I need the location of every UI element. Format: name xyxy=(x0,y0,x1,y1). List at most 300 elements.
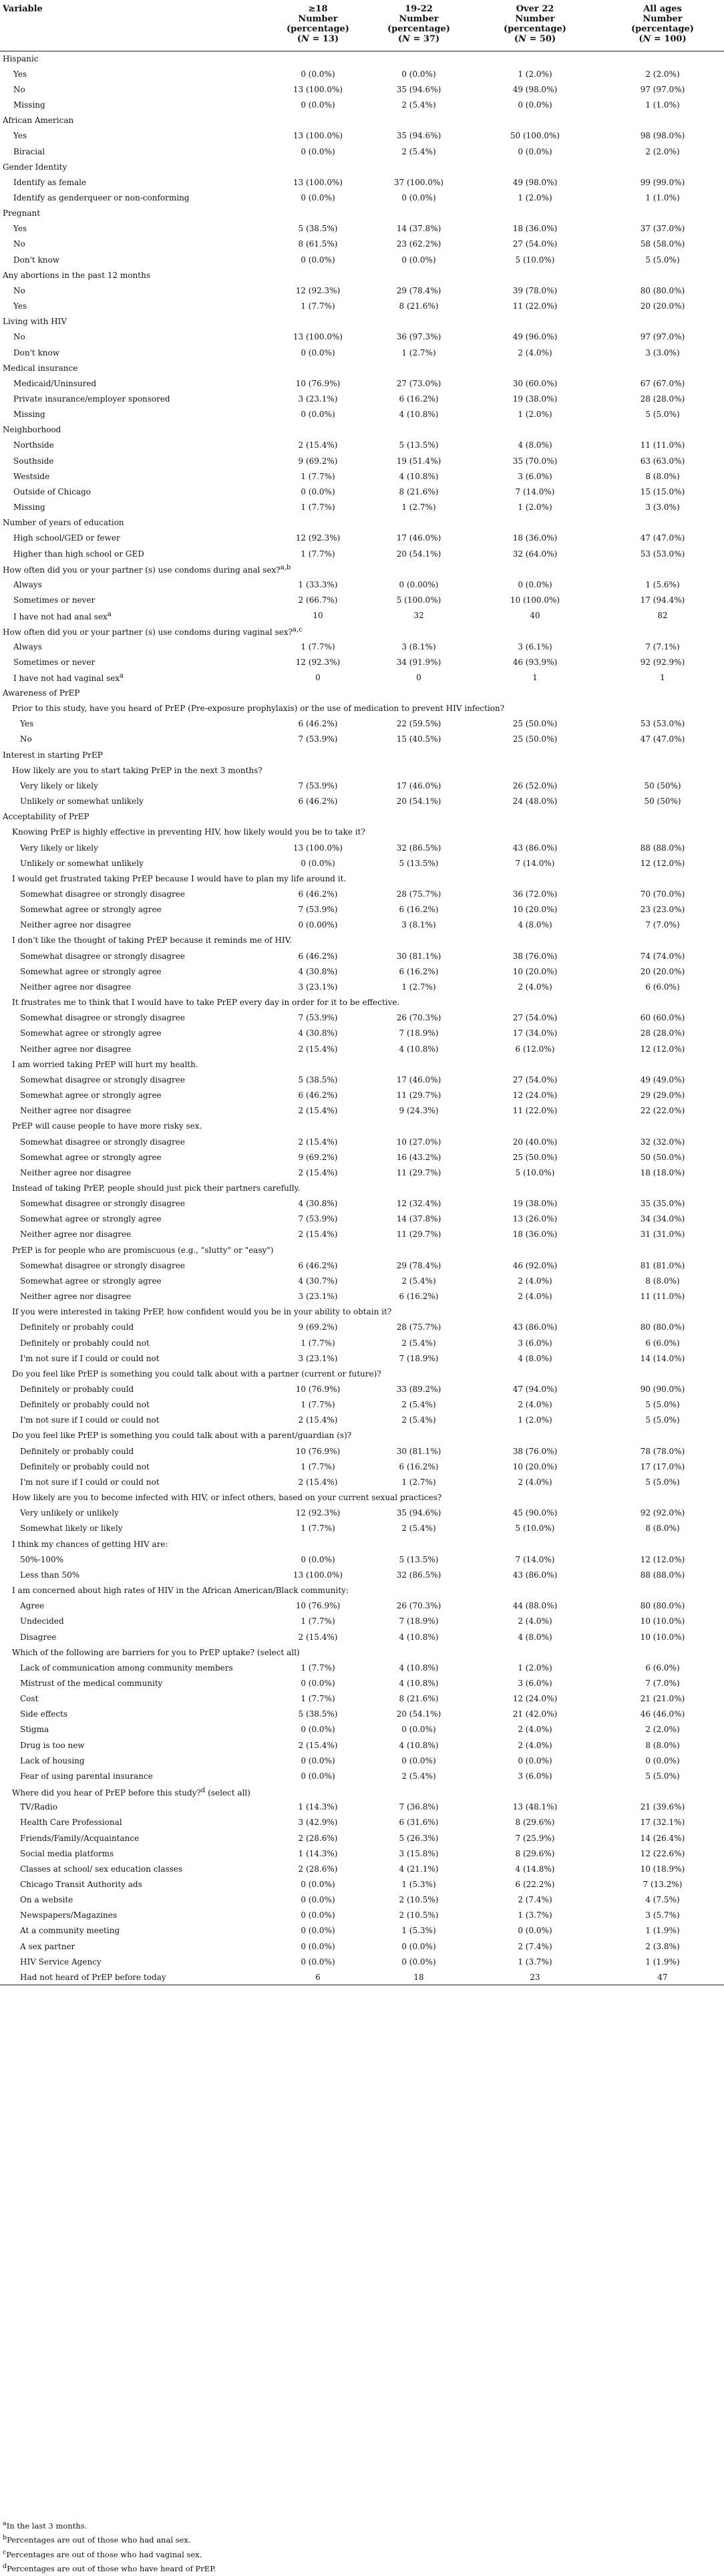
table-cell: 50 (50.0%) xyxy=(640,1152,685,1162)
section-row xyxy=(0,113,724,128)
table-row xyxy=(0,1227,724,1242)
section-row xyxy=(0,515,724,531)
table-cell: 28 (75.7%) xyxy=(396,1322,441,1332)
row-label-text: How often did you or your partner (s) use condoms during vaginal sex? xyxy=(3,627,293,637)
table-cell: 34 (34.0%) xyxy=(640,1214,685,1224)
table-cell: 10 (100.0%) xyxy=(510,595,560,605)
section-row xyxy=(0,51,724,66)
table-row xyxy=(0,1614,724,1629)
row-label xyxy=(0,1861,267,1876)
table-cell: 34 (91.9%) xyxy=(396,657,441,667)
row-label-text: Disagree xyxy=(20,1632,57,1642)
table-cell: 97 (97.0%) xyxy=(640,84,685,94)
table-row xyxy=(0,391,724,406)
table-cell: 8 (8.0%) xyxy=(645,1276,680,1286)
table-cell: 0 (0.0%) xyxy=(645,1755,680,1765)
table-cell: 7 (13.2%) xyxy=(643,1880,683,1890)
table-cell: 0 (0.0%) xyxy=(301,1957,335,1967)
table-cell: 0 (0.0%) xyxy=(301,146,335,156)
row-label-text: Social media platforms xyxy=(20,1848,114,1858)
table-cell: 8 (21.6%) xyxy=(399,486,439,496)
question-row xyxy=(0,933,724,948)
table-cell: 6 (6.0%) xyxy=(645,1663,680,1673)
table-cell: 8 (8.0%) xyxy=(645,1524,680,1534)
question-row xyxy=(0,762,724,778)
table-cell: 7 (25.9%) xyxy=(515,1833,555,1843)
table-cell: 2 (4.0%) xyxy=(518,982,552,992)
footnote-text: Percentages are out of those who have heard of PrEP. xyxy=(7,2563,216,2573)
table-cell: 2 (10.5%) xyxy=(399,1910,439,1920)
table-cell: 17 (94.4%) xyxy=(640,595,685,605)
table-row xyxy=(0,144,724,159)
row-label xyxy=(0,1737,267,1753)
header-line3: (percentage) xyxy=(504,24,566,34)
table-cell: 36 (72.0%) xyxy=(512,889,558,899)
table-cell: 5 (5.0%) xyxy=(645,1400,680,1410)
section-row xyxy=(0,360,724,376)
table-row xyxy=(0,1722,724,1737)
row-label-text: Identify as genderqueer or non-conforming xyxy=(13,192,190,202)
table-row xyxy=(0,1954,724,1969)
row-label xyxy=(0,1800,267,1815)
row-label xyxy=(0,1056,724,1072)
row-label-text: Westside xyxy=(13,471,50,481)
table-row xyxy=(0,1753,724,1768)
row-label xyxy=(0,453,267,468)
table-cell: 18 (36.0%) xyxy=(512,1230,558,1240)
row-label xyxy=(0,1397,267,1413)
row-label xyxy=(0,314,724,329)
row-label-text: Living with HIV xyxy=(3,317,67,327)
row-label-text: Somewhat agree or strongly agree xyxy=(20,905,162,915)
row-label xyxy=(0,1614,267,1629)
row-label-text: 50%-100% xyxy=(20,1554,64,1564)
table-cell: 78 (78.0%) xyxy=(640,1446,685,1456)
table-row xyxy=(0,468,724,484)
table-cell: 6 (6.0%) xyxy=(645,1338,680,1348)
row-label-text: Chicago Transit Authority ads xyxy=(20,1880,142,1890)
row-label xyxy=(0,1691,267,1707)
row-label xyxy=(0,1954,267,1969)
table-row xyxy=(0,1443,724,1459)
section-row xyxy=(0,685,724,700)
table-cell: 26 (70.3%) xyxy=(396,1601,441,1611)
row-label xyxy=(0,299,267,314)
row-label xyxy=(0,1521,267,1536)
table-cell: 3 (6.0%) xyxy=(518,1771,552,1781)
row-label xyxy=(0,113,724,128)
table-row xyxy=(0,1800,724,1815)
table-cell: 2 (15.4%) xyxy=(298,1167,338,1177)
row-label xyxy=(0,1366,724,1381)
row-label-text: Somewhat agree or strongly agree xyxy=(20,1152,162,1162)
row-label-text: TV/Radio xyxy=(20,1802,57,1812)
table-cell: 2 (2.0%) xyxy=(645,69,680,79)
row-label xyxy=(0,716,267,732)
table-cell: 70 (70.0%) xyxy=(640,889,685,899)
row-label-text: I'm not sure if I could or could not xyxy=(20,1415,160,1425)
table-cell: 97 (97.0%) xyxy=(640,332,685,342)
table-cell: 38 (76.0%) xyxy=(512,951,558,961)
row-label xyxy=(0,701,724,716)
row-label-text: Neither agree nor disagree xyxy=(20,1292,132,1302)
section-row xyxy=(0,267,724,283)
table-cell: 6 (16.2%) xyxy=(399,1461,439,1471)
table-cell: 1 (14.3%) xyxy=(298,1848,338,1858)
table-cell: 0 (0.0%) xyxy=(301,1941,335,1951)
table-cell: 3 (6.0%) xyxy=(518,1678,552,1688)
row-label-text: Definitely or probably could xyxy=(20,1322,134,1332)
table-row xyxy=(0,1660,724,1675)
table-cell: 5 (38.5%) xyxy=(298,224,338,234)
table-cell: 63 (63.0%) xyxy=(640,456,685,466)
table-cell: 6 (16.2%) xyxy=(399,966,439,976)
table-cell: 2 (5.4%) xyxy=(401,1415,436,1425)
row-label xyxy=(0,345,267,360)
row-label xyxy=(0,1041,267,1056)
table-cell: 7 (53.9%) xyxy=(298,734,338,744)
row-label-text: Lack of communication among community members xyxy=(20,1663,233,1673)
table-row xyxy=(0,1629,724,1644)
table-cell: 26 (70.3%) xyxy=(396,1013,441,1023)
table-cell: 3 (23.1%) xyxy=(298,394,338,404)
row-label-text: Medicaid/Uninsured xyxy=(13,378,97,388)
table-cell: 8 (8.0%) xyxy=(645,1740,680,1750)
row-label-text: I'm not sure if I could or could not xyxy=(20,1353,160,1363)
question-row xyxy=(0,1428,724,1443)
table-cell: 21 (21.0%) xyxy=(640,1694,685,1704)
table-cell: 50 (50%) xyxy=(644,797,681,807)
row-label-text: Yes xyxy=(13,224,27,234)
row-label xyxy=(0,608,267,623)
table-cell: 30 (60.0%) xyxy=(512,378,558,388)
table-cell: 13 (100.0%) xyxy=(293,131,343,141)
row-label-text: Somewhat agree or strongly agree xyxy=(20,966,162,976)
table-cell: 35 (94.6%) xyxy=(396,131,441,141)
row-label xyxy=(0,654,267,670)
table-cell: 2 (4.0%) xyxy=(518,1725,552,1735)
row-label-text: Knowing PrEP is highly effective in preventing HIV, how likely would you be to take it? xyxy=(12,827,365,837)
table-cell: 6 (46.2%) xyxy=(298,1091,338,1101)
table-row xyxy=(0,716,724,732)
table-cell: 0 (0.0%) xyxy=(401,1941,436,1951)
table-row xyxy=(0,1830,724,1846)
question-row xyxy=(0,1180,724,1195)
table-cell: 49 (49.0%) xyxy=(640,1075,685,1085)
row-label-text: Definitely or probably could not xyxy=(20,1400,150,1410)
footnote-mark: a xyxy=(120,672,124,680)
section-row xyxy=(0,561,724,577)
row-label xyxy=(0,577,267,592)
table-cell: 2 (7.4%) xyxy=(518,1941,552,1951)
table-cell: 18 (36.0%) xyxy=(512,224,558,234)
section-row xyxy=(0,747,724,762)
footnote-text: In the last 3 months. xyxy=(6,2521,87,2531)
question-row xyxy=(0,1644,724,1660)
header-line1: 19-22 xyxy=(405,4,433,14)
table-cell: 10 (76.9%) xyxy=(295,1385,341,1395)
table-cell: 1 (7.7%) xyxy=(301,301,335,311)
table-row xyxy=(0,299,724,314)
table-cell: 4 (10.8%) xyxy=(399,410,439,420)
table-cell: 3 (3.0%) xyxy=(645,503,680,513)
table-cell: 32 xyxy=(413,611,424,621)
table-cell: 2 (5.4%) xyxy=(401,1400,436,1410)
table-cell: 4 (7.5%) xyxy=(645,1895,680,1905)
table-cell: 7 (53.9%) xyxy=(298,1214,338,1224)
row-label xyxy=(0,1258,267,1273)
table-cell: 2 (15.4%) xyxy=(298,1740,338,1750)
table-cell: 0 (0.0%) xyxy=(518,1926,552,1936)
row-label-text: No xyxy=(13,84,25,94)
row-label-text: Unlikely or somewhat unlikely xyxy=(20,858,144,868)
table-cell: 8 (21.6%) xyxy=(399,1694,439,1704)
row-label xyxy=(0,1892,267,1908)
row-label-text: Agree xyxy=(20,1601,45,1611)
table-cell: 2 (4.0%) xyxy=(518,1292,552,1302)
table-row xyxy=(0,1289,724,1304)
row-label-text: African American xyxy=(3,116,74,126)
table-cell: 47 xyxy=(601,1969,724,1985)
table-cell: 1 (2.0%) xyxy=(518,69,552,79)
row-label-text: Identify as female xyxy=(13,177,87,187)
table-row xyxy=(0,732,724,747)
header-n-value: = 100) xyxy=(653,34,687,44)
row-label xyxy=(0,1443,267,1459)
table-row xyxy=(0,592,724,607)
row-label-text: Don't know xyxy=(13,255,60,265)
table-cell: 0 (0.0%) xyxy=(401,1725,436,1735)
table-cell: 2 (15.4%) xyxy=(298,1230,338,1240)
table-cell: 2 (2.0%) xyxy=(645,146,680,156)
table-row xyxy=(0,1196,724,1211)
table-cell: 19 (38.0%) xyxy=(512,1199,558,1209)
table-cell: 7 (18.9%) xyxy=(399,1616,439,1626)
table-cell: 4 (30.8%) xyxy=(298,1028,338,1038)
row-label-text: Outside of Chicago xyxy=(13,486,91,496)
table-cell: 5 (26.3%) xyxy=(399,1833,439,1843)
table-cell: 4 (30.8%) xyxy=(298,1199,338,1209)
table-cell: 11 (11.0%) xyxy=(640,440,685,450)
table-cell: 0 (0.0%) xyxy=(301,1678,335,1688)
question-row xyxy=(0,1536,724,1552)
row-label xyxy=(0,1428,724,1443)
row-label-text: Stigma xyxy=(20,1725,49,1735)
table-cell: 2 (4.0%) xyxy=(518,1477,552,1487)
table-cell: 31 (31.0%) xyxy=(640,1230,685,1240)
row-label xyxy=(0,468,267,484)
table-cell: 1 (7.7%) xyxy=(301,1616,335,1626)
table-cell: 4 (8.0%) xyxy=(518,1353,552,1363)
row-label xyxy=(0,902,267,917)
row-label xyxy=(0,1196,267,1211)
table-cell: 5 (5.0%) xyxy=(645,410,680,420)
table-cell: 6 (46.2%) xyxy=(298,1260,338,1270)
table-cell: 6 (16.2%) xyxy=(399,1292,439,1302)
table-cell: 2 (15.4%) xyxy=(298,1477,338,1487)
row-label xyxy=(0,1969,267,1985)
footnote xyxy=(3,2547,717,2561)
table-cell: 18 xyxy=(369,1969,469,1985)
table-cell: 2 (3.8%) xyxy=(645,1941,680,1951)
footnote xyxy=(3,2561,717,2575)
table-cell: 0 xyxy=(416,672,421,682)
table-cell: 6 (16.2%) xyxy=(399,905,439,915)
row-label-text: How often did you or your partner (s) use condoms during anal sex? xyxy=(3,565,281,575)
row-label-text: Biracial xyxy=(13,146,45,156)
table-cell: 45 (90.0%) xyxy=(512,1508,558,1518)
table-row xyxy=(0,577,724,592)
table-cell: 6 (6.0%) xyxy=(645,982,680,992)
table-cell: 0 (0.0%) xyxy=(301,347,335,357)
table-cell: 2 (5.4%) xyxy=(401,1338,436,1348)
table-cell: 3 (5.7%) xyxy=(645,1910,680,1920)
table-cell: 4 (8.0%) xyxy=(518,1632,552,1642)
table-cell: 1 (7.7%) xyxy=(301,1461,335,1471)
table-cell: 92 (92.9%) xyxy=(640,657,685,667)
row-label xyxy=(0,1660,267,1675)
row-label xyxy=(0,252,267,267)
table-cell: 13 (100.0%) xyxy=(293,1570,343,1580)
table-cell: 25 (50.0%) xyxy=(512,734,558,744)
table-row xyxy=(0,1335,724,1350)
row-label xyxy=(0,283,267,298)
row-label xyxy=(0,917,267,933)
table-cell: 15 (15.0%) xyxy=(640,486,685,496)
table-cell: 0 (0.0%) xyxy=(301,1755,335,1765)
table-cell: 17 (32.1%) xyxy=(640,1818,685,1828)
table-cell: 1 (5.3%) xyxy=(401,1926,436,1936)
table-cell: 4 (8.0%) xyxy=(518,440,552,450)
table-cell: 44 (88.0%) xyxy=(512,1601,558,1611)
table-row xyxy=(0,1675,724,1691)
table-row xyxy=(0,1381,724,1397)
table-cell: 99 (99.0%) xyxy=(640,177,685,187)
row-label-text: Somewhat agree or strongly agree xyxy=(20,1276,162,1286)
table-cell: 1 (2.7%) xyxy=(401,1477,436,1487)
table-cell: 1 (2.0%) xyxy=(518,503,552,513)
row-label-text: Interest in starting PrEP xyxy=(3,750,103,760)
table-row xyxy=(0,1969,724,1985)
footnote xyxy=(3,2518,717,2532)
table-row xyxy=(0,453,724,468)
footnote-mark: d xyxy=(3,2562,7,2570)
table-cell: 1 (7.7%) xyxy=(301,1338,335,1348)
row-label-text: It frustrates me to think that I would have to take PrEP every day in order for it to be effective. xyxy=(12,998,400,1008)
row-label xyxy=(0,1876,267,1892)
row-label-text: Neither agree nor disagree xyxy=(20,1106,132,1116)
row-label-text: Which of the following are barriers for you to PrEP uptake? (select all) xyxy=(12,1647,300,1657)
row-label-text: HIV Service Agency xyxy=(20,1957,102,1967)
table-cell: 14 (37.8%) xyxy=(396,1214,441,1224)
row-label xyxy=(0,1598,267,1614)
row-label-text: No xyxy=(20,734,32,744)
table-cell: 40 xyxy=(530,611,540,621)
table-cell: 2 (28.6%) xyxy=(298,1833,338,1843)
table-cell: 14 (14.0%) xyxy=(640,1353,685,1363)
table-row xyxy=(0,794,724,809)
table-cell: 32 (32.0%) xyxy=(640,1137,685,1147)
header-n-value: = 50) xyxy=(529,34,556,44)
table-row xyxy=(0,1103,724,1119)
table-cell: 6 (46.2%) xyxy=(298,951,338,961)
table-cell: 5 (5.0%) xyxy=(645,1771,680,1781)
row-label xyxy=(0,267,724,283)
table-cell: 12 (32.4%) xyxy=(396,1199,441,1209)
footnote-mark: c xyxy=(3,2548,7,2556)
row-label xyxy=(0,1103,267,1119)
table-cell: 5 (38.5%) xyxy=(298,1075,338,1085)
row-label-text: Neither agree nor disagree xyxy=(20,1230,132,1240)
header-n: N xyxy=(402,34,410,44)
header-line1: ≥18 xyxy=(308,4,328,14)
footnote-text: Percentages are out of those who had vaginal sex. xyxy=(6,2549,202,2559)
table-cell: 10 (20.0%) xyxy=(512,966,558,976)
table-cell: 7 (53.9%) xyxy=(298,905,338,915)
question-row xyxy=(0,1490,724,1506)
table-row xyxy=(0,1598,724,1614)
row-label xyxy=(0,1474,267,1489)
row-label-text: Higher than high school or GED xyxy=(13,549,144,559)
header-line3: (percentage) xyxy=(387,24,450,34)
row-label xyxy=(0,66,267,82)
row-label-text: I have not had vaginal sex xyxy=(13,674,120,684)
row-label xyxy=(0,1227,267,1242)
table-cell: 4 (10.8%) xyxy=(399,1740,439,1750)
table-cell: 4 (8.0%) xyxy=(518,920,552,930)
row-label-text: I am concerned about high rates of HIV in the African American/Black community: xyxy=(12,1586,349,1596)
table-cell: 29 (29.0%) xyxy=(640,1091,685,1101)
table-cell: 3 (42.9%) xyxy=(298,1818,338,1828)
table-row xyxy=(0,1939,724,1954)
table-cell: 46 (93.9%) xyxy=(512,657,558,667)
table-cell: 80 (80.0%) xyxy=(640,1322,685,1332)
row-label-text: Neither agree nor disagree xyxy=(20,1044,132,1054)
row-label xyxy=(0,1459,267,1474)
table-cell: 1 (7.7%) xyxy=(301,1663,335,1673)
row-label-text: Somewhat disagree or strongly disagree xyxy=(20,951,185,961)
table-cell: 33 (89.2%) xyxy=(396,1385,441,1395)
row-label-text: Somewhat disagree or strongly disagree xyxy=(20,1199,185,1209)
table-row xyxy=(0,252,724,267)
table-row xyxy=(0,654,724,670)
row-label xyxy=(0,1413,267,1428)
table-cell: 17 (34.0%) xyxy=(512,1028,558,1038)
row-label-text: Somewhat agree or strongly agree xyxy=(20,1028,162,1038)
table-cell: 20 (20.0%) xyxy=(640,966,685,976)
table-cell: 25 (50.0%) xyxy=(512,1152,558,1162)
header-variable: Variable xyxy=(0,0,267,51)
row-label xyxy=(0,1289,267,1304)
table-cell: 43 (86.0%) xyxy=(512,843,558,853)
table-cell: 12 (24.0%) xyxy=(512,1091,558,1101)
row-label-text: Very likely or likely xyxy=(20,843,98,853)
table-cell: 39 (78.0%) xyxy=(512,285,558,295)
table-row xyxy=(0,97,724,112)
row-label xyxy=(0,190,267,205)
question-row xyxy=(0,871,724,886)
table-cell: 1 (2.0%) xyxy=(518,410,552,420)
table-cell: 17 (17.0%) xyxy=(640,1461,685,1471)
table-cell: 13 (100.0%) xyxy=(293,84,343,94)
table-cell: 10 (20.0%) xyxy=(512,905,558,915)
table-cell: 10 (10.0%) xyxy=(640,1616,685,1626)
question-row xyxy=(0,1784,724,1800)
row-label xyxy=(0,825,724,840)
table-cell: 0 (0.0%) xyxy=(518,146,552,156)
question-row xyxy=(0,1366,724,1381)
row-label-text: Northside xyxy=(13,440,54,450)
